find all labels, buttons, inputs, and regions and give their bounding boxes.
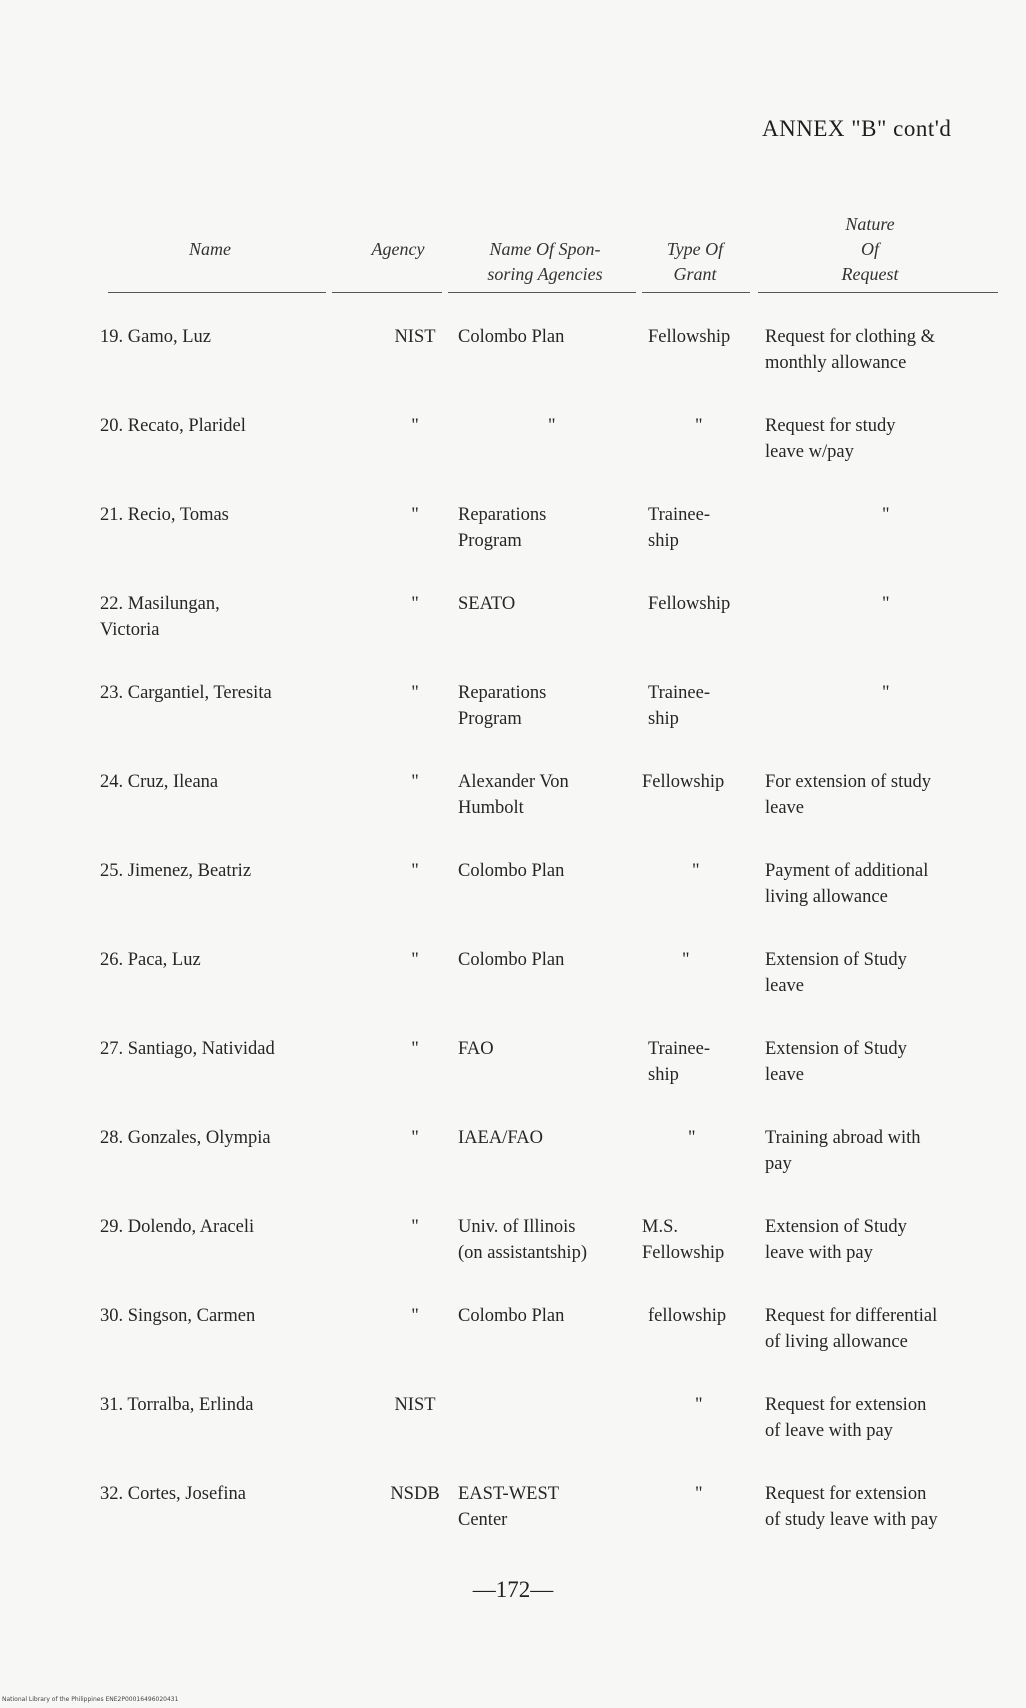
cell-agency: " <box>411 1039 419 1059</box>
cell-nature: For extension of study leave <box>765 772 931 818</box>
cell-agency: " <box>411 1306 419 1326</box>
cell-name: 32. Cortes, Josefina <box>100 1484 246 1504</box>
table-row <box>0 1481 1026 1561</box>
cell-name: 25. Jimenez, Beatriz <box>100 861 252 881</box>
cell-sponsor: Reparations Program <box>458 505 547 551</box>
scan-stamp: National Library of the Philippines ENE2P00016496020431 <box>2 1696 179 1703</box>
table-row <box>0 680 1026 760</box>
cell-name: 19. Gamo, Luz <box>100 327 211 347</box>
header-name: Name <box>189 239 231 259</box>
cell-grant: " <box>682 950 690 970</box>
cell-agency: " <box>411 1128 419 1148</box>
cell-sponsor: Colombo Plan <box>458 1306 565 1326</box>
cell-sponsor: Colombo Plan <box>458 861 565 881</box>
cell-grant: Fellowship <box>648 594 731 614</box>
table-row <box>0 413 1026 493</box>
cell-nature: Request for study leave w/pay <box>765 416 896 462</box>
header-rule-sponsor <box>448 292 636 293</box>
cell-grant: " <box>695 1395 703 1415</box>
cell-grant: fellowship <box>648 1306 727 1326</box>
cell-sponsor: IAEA/FAO <box>458 1128 543 1148</box>
cell-nature: Request for extension of leave with pay <box>765 1395 927 1441</box>
header-rule-name <box>108 292 326 293</box>
cell-nature: Request for differential of living allowance <box>765 1306 938 1352</box>
header-rule-grant <box>642 292 750 293</box>
table-row <box>0 502 1026 582</box>
cell-agency: " <box>411 772 419 792</box>
cell-name: 20. Recato, Plaridel <box>100 416 246 436</box>
cell-agency: " <box>411 683 419 703</box>
table-row <box>0 947 1026 1027</box>
cell-grant: " <box>692 861 700 881</box>
cell-nature: Extension of Study leave with pay <box>765 1217 907 1263</box>
cell-grant: " <box>688 1128 696 1148</box>
table-row <box>0 591 1026 671</box>
cell-grant: Trainee- ship <box>648 1039 710 1085</box>
table-row <box>0 1392 1026 1472</box>
cell-grant: Fellowship <box>642 772 725 792</box>
cell-nature: Request for extension of study leave with pay <box>765 1484 938 1530</box>
cell-sponsor: Colombo Plan <box>458 327 565 347</box>
cell-grant: Fellowship <box>648 327 731 347</box>
cell-nature: " <box>882 683 890 703</box>
cell-name: 28. Gonzales, Olympia <box>100 1128 271 1148</box>
cell-name: 22. Masilungan, Victoria <box>100 594 220 640</box>
cell-sponsor: Alexander Von Humbolt <box>458 772 569 818</box>
cell-name: 23. Cargantiel, Teresita <box>100 683 272 703</box>
table-row <box>0 1214 1026 1294</box>
table-row <box>0 858 1026 938</box>
cell-name: 26. Paca, Luz <box>100 950 201 970</box>
table-row <box>0 1303 1026 1383</box>
cell-grant: " <box>695 416 703 436</box>
cell-nature: Request for clothing & monthly allowance <box>765 327 936 373</box>
cell-name: 21. Recio, Tomas <box>100 505 229 525</box>
cell-agency: NIST <box>394 1395 436 1415</box>
cell-sponsor: " <box>548 416 556 436</box>
cell-sponsor: EAST-WEST Center <box>458 1484 560 1530</box>
cell-agency: NIST <box>394 327 436 347</box>
header-nature: Nature Of Request <box>841 214 899 284</box>
cell-agency: " <box>411 861 419 881</box>
cell-agency: NSDB <box>390 1484 440 1504</box>
cell-sponsor: Reparations Program <box>458 683 547 729</box>
cell-name: 27. Santiago, Natividad <box>100 1039 275 1059</box>
table-row <box>0 1036 1026 1116</box>
cell-nature: Extension of Study leave <box>765 950 907 996</box>
cell-name: 29. Dolendo, Araceli <box>100 1217 255 1237</box>
table-row <box>0 1125 1026 1205</box>
page-number: —172— <box>472 1577 554 1602</box>
header-rule-agency <box>332 292 442 293</box>
cell-sponsor: SEATO <box>458 594 516 614</box>
cell-agency: " <box>411 416 419 436</box>
table-row <box>0 324 1026 404</box>
header-rule-nature <box>758 292 998 293</box>
cell-sponsor: Univ. of Illinois (on assistantship) <box>458 1217 587 1263</box>
cell-agency: " <box>411 594 419 614</box>
cell-sponsor: FAO <box>458 1039 494 1059</box>
cell-nature: Payment of additional living allowance <box>765 861 929 907</box>
cell-nature: Training abroad with pay <box>765 1128 921 1174</box>
cell-name: 24. Cruz, Ileana <box>100 772 219 792</box>
cell-grant: Trainee- ship <box>648 683 710 729</box>
cell-grant: Trainee- ship <box>648 505 710 551</box>
cell-sponsor: Colombo Plan <box>458 950 565 970</box>
header-agency: Agency <box>371 239 425 259</box>
cell-nature: Extension of Study leave <box>765 1039 907 1085</box>
cell-agency: " <box>411 505 419 525</box>
cell-nature: " <box>882 505 890 525</box>
cell-nature: " <box>882 594 890 614</box>
cell-name: 30. Singson, Carmen <box>100 1306 256 1326</box>
table-row <box>0 769 1026 849</box>
cell-agency: " <box>411 1217 419 1237</box>
header-grant: Type Of Grant <box>666 239 724 284</box>
cell-grant: M.S. Fellowship <box>642 1217 725 1263</box>
cell-grant: " <box>695 1484 703 1504</box>
annex-title: ANNEX "B" cont'd <box>762 116 952 141</box>
cell-agency: " <box>411 950 419 970</box>
cell-name: 31. Torralba, Erlinda <box>100 1395 254 1415</box>
header-sponsor: Name Of Spon- soring Agencies <box>487 239 603 284</box>
